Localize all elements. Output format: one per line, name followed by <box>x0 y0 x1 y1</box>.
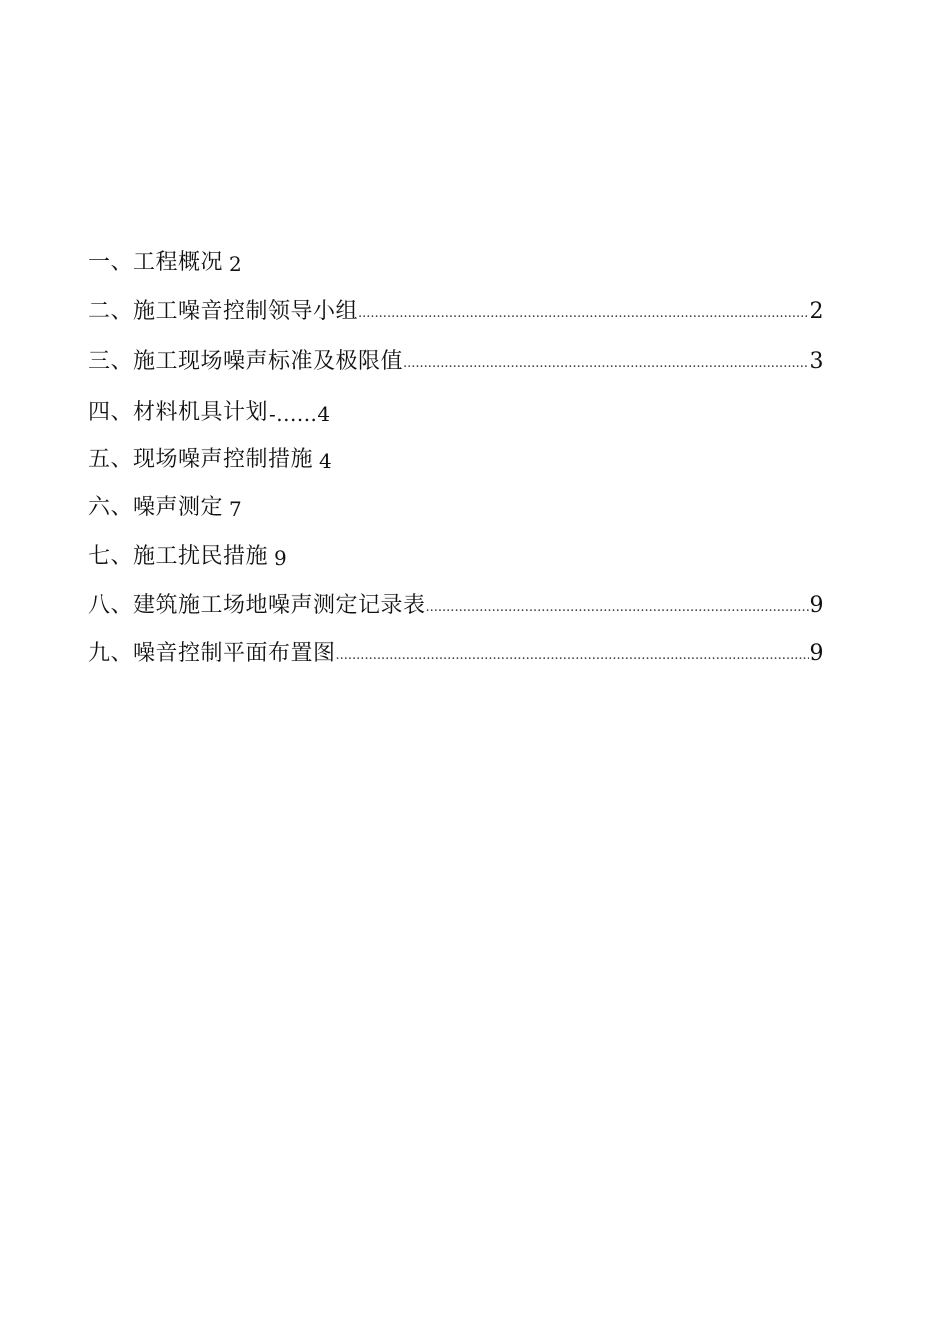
toc-entry-title: 四、材料机具计划 <box>88 400 269 425</box>
toc-entry-title: 八、建筑施工场地噪声测定记录表 <box>88 593 426 618</box>
toc-entry-title: 二、施工噪音控制领导小组 <box>88 299 359 324</box>
toc-entry-title: 六、噪声测定 <box>88 495 224 520</box>
toc-entry-title: 七、施工扰民措施 <box>88 544 269 569</box>
toc-leader-dots <box>426 601 809 617</box>
toc-entry-page: 7 <box>229 497 243 521</box>
toc-entry-page: 9 <box>274 546 288 570</box>
toc-entry-page: 4 <box>319 449 333 473</box>
toc-leader-dots <box>358 307 808 323</box>
toc-entry[interactable] <box>88 289 824 323</box>
toc-entry-page: 3 <box>809 349 824 374</box>
toc-entry-page: 9 <box>809 641 824 666</box>
toc-entry-page: 2 <box>229 252 243 276</box>
toc-entry[interactable] <box>88 240 242 274</box>
toc-entry-page: 9 <box>809 593 824 618</box>
toc-entry-tail: -......4 <box>269 402 331 426</box>
toc-entry-title: 三、施工现场噪声标准及极限值 <box>88 349 404 374</box>
toc-entry[interactable] <box>88 437 332 471</box>
toc-entry[interactable] <box>88 534 287 568</box>
toc-entry[interactable] <box>88 339 824 373</box>
toc-entry-title: 五、现场噪声控制措施 <box>88 447 314 472</box>
toc-entry[interactable] <box>88 631 824 665</box>
toc-entry-title: 一、工程概况 <box>88 250 224 275</box>
toc-entry[interactable] <box>88 390 331 424</box>
toc-entry[interactable] <box>88 485 242 519</box>
toc-leader-dots <box>403 357 808 373</box>
toc-leader-dots <box>336 649 809 665</box>
toc-entry[interactable] <box>88 583 824 617</box>
toc-entry-title: 九、噪音控制平面布置图 <box>88 641 336 666</box>
toc-entry-page: 2 <box>809 299 824 324</box>
